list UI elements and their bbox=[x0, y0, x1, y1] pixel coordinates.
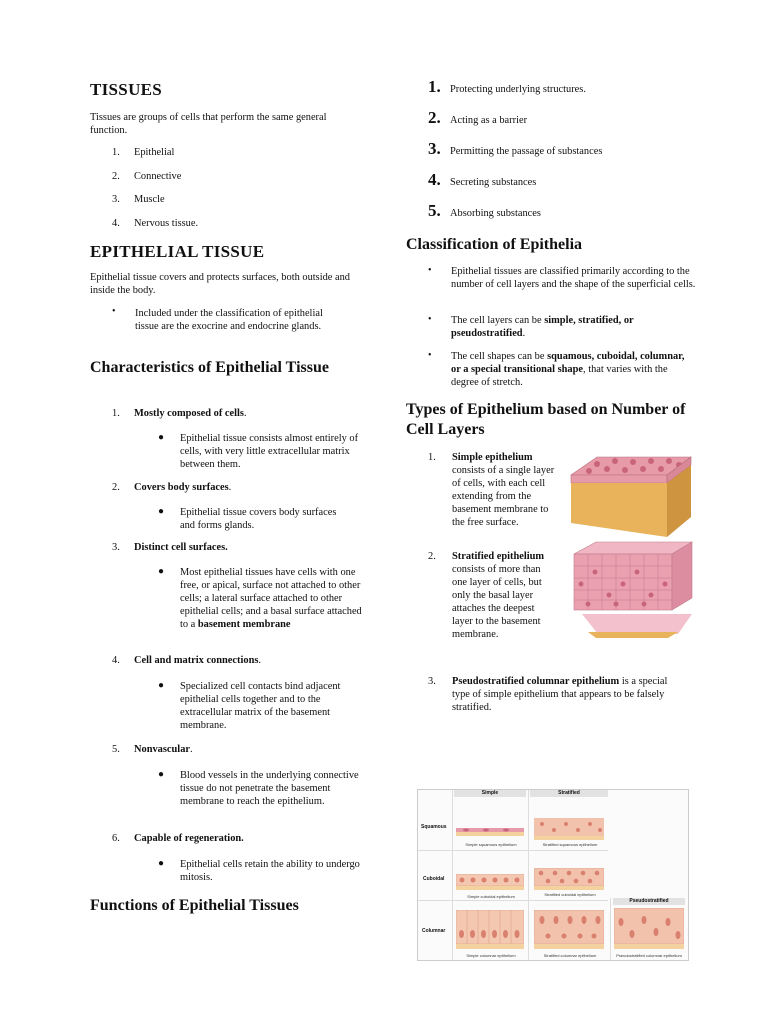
list-item: 1. Mostly composed of cells. bbox=[112, 408, 247, 419]
divider bbox=[528, 790, 529, 960]
list-item: 2. Covers body surfaces. bbox=[112, 482, 232, 493]
list-item-detail: Epithelial tissue covers body surfaces and forms glands. bbox=[180, 507, 337, 531]
list-item-detail: Epithelial tissue consists almost entirely of cells, with very little extracellular matrix between them. bbox=[180, 433, 359, 470]
epithelial-intro: Epithelial tissue covers and protects surfaces, both outside and inside the body. bbox=[90, 272, 350, 296]
list-item: 1. Protecting underlying structures. bbox=[428, 77, 586, 96]
row-label-columnar: Columnar bbox=[422, 928, 446, 934]
caption-simple-squamous: Simple squamous epithelium bbox=[465, 842, 517, 847]
list-item: 4. Secreting substances bbox=[428, 170, 537, 189]
list-item: 1. Epithelial bbox=[112, 147, 175, 158]
caption-simple-cuboidal: Simple cuboidal epithelium bbox=[467, 894, 515, 899]
bullet-dot: • bbox=[428, 314, 432, 325]
list-item-detail: Blood vessels in the underlying connective tissue do not penetrate the basement membrane to reach the epithelium. bbox=[180, 770, 359, 807]
divider bbox=[610, 898, 611, 960]
stratified-cuboidal-thumbnail bbox=[534, 868, 604, 890]
pseudostratified-columnar-thumbnail bbox=[614, 908, 684, 950]
row-label-cuboidal: Cuboidal bbox=[423, 876, 445, 882]
list-item: 3. Permitting the passage of substances bbox=[428, 139, 603, 158]
divider bbox=[418, 850, 608, 851]
bullet-dot: ● bbox=[158, 506, 165, 517]
list-item: 3. Muscle bbox=[112, 194, 165, 205]
list-item-detail: Specialized cell contacts bind adjacent epithelial cells together and to the extracellular matrix of the basement membrane. bbox=[180, 681, 341, 731]
caption-stratified-squamous: Stratified squamous epithelium bbox=[542, 842, 598, 847]
epithelial-heading: EPITHELIAL TISSUE bbox=[90, 242, 265, 261]
classification-heading: Classification of Epithelia bbox=[406, 236, 583, 253]
list-item: 6. Capable of regeneration. bbox=[112, 833, 244, 844]
classification-bullet: The cell shapes can be squamous, cuboidal, columnar, or a special transitional shape, that varies with the degree of stretch. bbox=[451, 351, 685, 388]
list-item: 4. Nervous tissue. bbox=[112, 218, 199, 229]
simple-columnar-thumbnail bbox=[456, 910, 524, 950]
bullet-dot: ● bbox=[158, 769, 165, 780]
list-item: 5. Absorbing substances bbox=[428, 201, 541, 220]
list-item: 2. Connective bbox=[112, 171, 182, 182]
simple-cuboidal-thumbnail bbox=[456, 874, 524, 890]
list-item: Simple epithelium consists of a single layer of cells, with each cell extending from the basement membrane to the free surface. bbox=[452, 452, 555, 528]
simple-squamous-thumbnail bbox=[456, 822, 524, 836]
functions-heading: Functions of Epithelial Tissues bbox=[90, 897, 299, 914]
list-item: Pseudostratified columnar epithelium is a special type of simple epithelium that appears to be falsely stratified. bbox=[452, 676, 668, 713]
bullet-dot: • bbox=[428, 265, 432, 276]
epithelium-classification-figure bbox=[417, 789, 689, 961]
caption-pseudostratified-columnar: Pseudostratified columnar epithelium bbox=[616, 953, 682, 958]
epithelial-bullet: Included under the classification of epithelial tissue are the exocrine and endocrine glands. bbox=[135, 308, 323, 332]
stratified-epithelium-illustration bbox=[568, 540, 696, 644]
divider bbox=[452, 790, 453, 960]
bullet-dot: • bbox=[428, 350, 432, 361]
list-item: 5. Nonvascular. bbox=[112, 744, 193, 755]
list-item-number: 3. bbox=[428, 676, 436, 687]
row-label-squamous: Squamous bbox=[421, 824, 447, 830]
classification-bullet: The cell layers can be simple, stratified, or pseudostratified. bbox=[451, 315, 634, 339]
column-header-stratified: Stratified bbox=[558, 790, 580, 796]
list-item: 4. Cell and matrix connections. bbox=[112, 655, 262, 666]
bullet-dot: ● bbox=[158, 566, 165, 577]
list-item-number: 1. bbox=[428, 452, 436, 463]
simple-epithelium-illustration bbox=[567, 453, 695, 543]
stratified-columnar-thumbnail bbox=[534, 910, 604, 950]
caption-simple-columnar: Simple columnar epithelium bbox=[466, 953, 516, 958]
types-heading: Types of Epithelium based on Number of Cell Layers bbox=[406, 401, 686, 438]
column-header-pseudostratified: Pseudostratified bbox=[629, 898, 669, 904]
list-item-detail: Most epithelial tissues have cells with one free, or apical, surface not attached to other cells; a lateral surface attached to other epithelial cells; and a basal surface attached to a basement membrane bbox=[180, 567, 362, 630]
list-item: 3. Distinct cell surfaces. bbox=[112, 542, 228, 553]
tissues-intro: Tissues are groups of cells that perform the same general function. bbox=[90, 112, 327, 136]
bullet-dot: • bbox=[112, 306, 116, 317]
caption-stratified-columnar: Stratified columnar epithelium bbox=[543, 953, 597, 958]
list-item-number: 2. bbox=[428, 551, 436, 562]
column-header-simple: Simple bbox=[481, 790, 499, 796]
caption-stratified-cuboidal: Stratified cuboidal epithelium bbox=[544, 892, 596, 897]
characteristics-heading: Characteristics of Epithelial Tissue bbox=[90, 359, 329, 376]
bullet-dot: ● bbox=[158, 680, 165, 691]
divider bbox=[418, 900, 608, 901]
stratified-squamous-thumbnail bbox=[534, 818, 604, 840]
classification-bullet: Epithelial tissues are classified primarily according to the number of cell layers and the shape of the superficial cells. bbox=[451, 266, 696, 290]
bullet-dot: ● bbox=[158, 432, 165, 443]
list-item-detail: Epithelial cells retain the ability to undergo mitosis. bbox=[180, 859, 360, 883]
tissues-heading: TISSUES bbox=[90, 80, 163, 99]
list-item: Stratified epithelium consists of more than one layer of cells, but only the basal layer attaches the deepest layer to the basement membrane. bbox=[452, 551, 545, 640]
bullet-dot: ● bbox=[158, 858, 165, 869]
list-item: 2. Acting as a barrier bbox=[428, 108, 528, 127]
